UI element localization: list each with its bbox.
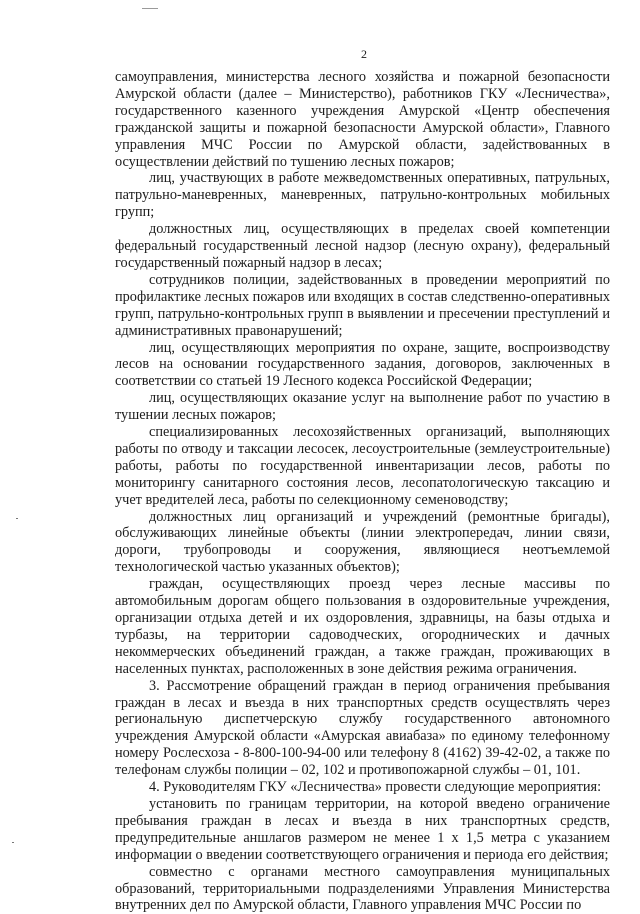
paragraph-item-3-appeals: 3. Рассмотрение обращений граждан в период ограничения пребывания граждан в лесах и въезда в них транспортных средств осуществлять через региональную диспетчерскую службу государственного автономного учреждения Амурской области «Амурская авиабаза» по единому телефонному номеру Рослесхоза - 8-800-100-94-00 или телефону 8 (4162) 39-42-02, а также по телефонам службы полиции – 02, 102 и противопожарной службы – 01, 101. xyxy=(115,677,610,779)
paragraph-transit-citizens: граждан, осуществляющих проезд через лесные массивы по автомобильным дорогам общего пользования в оздоровительные учреждения, организации отдыха детей и их оздоровления, здравницы, на базы отдыха и турбазы, на территории садоводческих, огороднических и дачных некоммерческих объединений граждан, а также граждан, проживающих в населенных пунктах, расположенных в зоне действия режима ограничения. xyxy=(115,576,610,677)
paragraph-item-4-heads: 4. Руководителям ГКУ «Лесничества» провести следующие мероприятия: xyxy=(149,779,602,796)
paragraph-joint-measures: совместно с органами местного самоуправления муниципальных образований, территориальными подразделениями Управления Министерства внутренних дел по Амурской области, Главного управления МЧС России по xyxy=(115,863,610,914)
paragraph-continuation: самоуправления, министерства лесного хозяйства и пожарной безопасности Амурской области (далее – Министерство), работников ГКУ «Лесничества», государственного казенного учреждения Амурской «Центр обеспечения гражданской защиты и пожарной безопасности Амурской области», Главного управления МЧС России по Амурской области, задействованных в осуществлении действий по тушению лесных пожаров; xyxy=(115,69,610,170)
margin-speck xyxy=(16,518,18,519)
paragraph-specialized-organizations: специализированных лесохозяйственных организаций, выполняющих работы по отводу и таксации лесосек, лесоустроительные (землеустроительные) работы, работы по государственной инвентаризации лесов, работы по мониторингу санитарного состояния лесов, лесопатологическую таксацию и учет вредителей леса, работы по селекционному семеноводству; xyxy=(115,424,610,508)
paragraph-forest-protection-persons: лиц, осуществляющих мероприятия по охране, защите, воспроизводству лесов на основании государственного задания, договоров, заключенных в соответствии со статьей 19 Лесного кодекса Российской Федерации; xyxy=(115,339,610,390)
paragraph-intergroup-members: лиц, участвующих в работе межведомственных оперативных, патрульных, патрульно-маневренных, маневренных, патрульно-контрольных мобильных групп; xyxy=(115,170,610,221)
page-edge-mark xyxy=(142,8,158,9)
paragraph-linear-objects-officials: должностных лиц организаций и учреждений (ремонтные бригады), обслуживающих линейные объекты (линии электропередач, линии связи, дороги, трубопроводы и сооружения, являющиеся неотъемлемой технологической частью указанных объектов); xyxy=(115,508,610,576)
paragraph-warning-signs: установить по границам территории, на которой введено ограничение пребывания граждан в лесах и въезда в них транспортных средств, предупредительные аншлагов размером не менее 1 х 1,5 метра с указанием информации о введении соответствующего ограничения и периода его действия; xyxy=(115,795,610,863)
paragraph-firefighting-service-persons: лиц, осуществляющих оказание услуг на выполнение работ по участию в тушении лесных пожаров; xyxy=(115,390,610,424)
document-body xyxy=(115,69,610,914)
page-number: 2 xyxy=(361,47,367,61)
margin-speck xyxy=(12,842,14,843)
paragraph-forest-supervision-officials: должностных лиц, осуществляющих в пределах своей компетенции федеральный государственный лесной надзор (лесную охрану), федеральный государственный пожарный надзор в лесах; xyxy=(115,221,610,271)
paragraph-police-officers: сотрудников полиции, задействованных в проведении мероприятий по профилактике лесных пожаров или входящих в состав следственно-оперативных групп, патрульно-контрольных групп в выявлении и пресечении преступлений и административных правонарушений; xyxy=(115,271,610,339)
